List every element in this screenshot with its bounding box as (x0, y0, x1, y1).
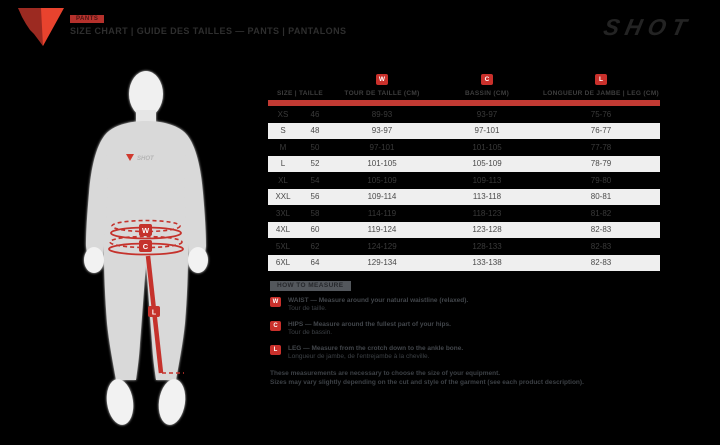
size-cell: M (279, 142, 287, 152)
legend-waist-subtext: Tour de taille. (288, 304, 327, 312)
column-headers (268, 86, 660, 100)
table-row (268, 106, 660, 123)
leg-cell: 79-80 (590, 175, 612, 185)
size-cell: 4XL (275, 225, 291, 235)
col-header-waist: TOUR DE TAILLE (CM) (344, 89, 420, 97)
hips-cell: 128-133 (472, 241, 502, 251)
leg-cell: 75-76 (590, 109, 612, 119)
hips-marker-label: C (142, 242, 149, 251)
hips-cell: 97-101 (474, 126, 500, 136)
eu-size-cell: 54 (310, 175, 320, 185)
size-cell: 3XL (275, 208, 291, 218)
leg-cell: 77-78 (590, 142, 612, 152)
size-cell: XXL (275, 192, 291, 202)
table-row (268, 238, 660, 255)
waist-cell: 124-129 (367, 241, 397, 251)
column-badges (268, 74, 660, 86)
hips-cell: 118-123 (472, 208, 502, 218)
legend-hips-subtext: Tour de bassin. (288, 328, 333, 336)
eu-size-cell: 50 (310, 142, 320, 152)
eu-size-cell: 64 (310, 258, 320, 268)
footnote-1: These measurements are necessary to choose the size of your equipment. (270, 369, 501, 377)
page-title: SIZE CHART | GUIDE DES TAILLES — PANTS | PANTALONS (70, 26, 347, 36)
table-row (268, 172, 660, 189)
table-row (268, 156, 660, 173)
col-header-hips: BASSIN (CM) (464, 89, 510, 97)
legend-leg-subtext: Longueur de jambe, de l'entrejambe à la cheville. (288, 352, 430, 360)
footnotes (270, 369, 660, 387)
size-cell: S (280, 126, 286, 136)
legend-leg-badge: L (270, 345, 281, 355)
leg-cell: 82-83 (590, 241, 612, 251)
col-header-size: SIZE | TAILLE (276, 89, 324, 97)
waist-cell: 109-114 (367, 192, 397, 202)
hips-cell: 133-138 (472, 258, 502, 268)
leg-badge: L (595, 74, 607, 85)
legend-leg-text: LEG — Measure from the crotch down to the ankle bone. (288, 344, 464, 352)
leg-marker-label: L (151, 309, 157, 317)
col-header-leg: LONGUEUR DE JAMBE | LEG (CM) (542, 89, 660, 97)
hips-cell: 109-113 (472, 175, 502, 185)
size-cell: 5XL (275, 241, 291, 251)
waist-cell: 89-93 (371, 109, 393, 119)
waist-marker-label: W (141, 226, 150, 235)
hips-cell: 101-105 (472, 142, 502, 152)
eu-size-cell: 48 (310, 126, 320, 136)
waist-cell: 101-105 (367, 159, 397, 169)
eu-size-cell: 62 (310, 241, 320, 251)
legend-item-hips (270, 321, 660, 337)
size-table-body (268, 106, 660, 271)
eu-size-cell: 52 (310, 159, 320, 169)
table-row (268, 222, 660, 239)
waist-badge: W (376, 74, 388, 85)
size-cell: 6XL (275, 258, 291, 268)
table-row (268, 139, 660, 156)
eu-size-cell: 56 (310, 192, 320, 202)
size-cell: XL (278, 175, 288, 185)
brand-wordmark: SHOT (601, 14, 695, 40)
waist-cell: 93-97 (371, 126, 393, 136)
size-table-panel (268, 74, 660, 387)
legend (268, 274, 660, 387)
legend-hips-badge: C (270, 321, 281, 331)
waist-cell: 129-134 (367, 258, 397, 268)
table-row (268, 189, 660, 206)
hips-cell: 123-128 (472, 225, 502, 235)
waist-cell: 105-109 (367, 175, 397, 185)
legend-hips-text: HIPS — Measure around the fullest part of your hips. (288, 320, 451, 328)
hips-cell: 105-109 (472, 159, 502, 169)
waist-cell: 97-101 (369, 142, 395, 152)
legend-item-leg (270, 345, 660, 361)
eu-size-cell: 58 (310, 208, 320, 218)
legend-waist-text: WAIST — Measure around your natural waistline (relaxed). (288, 296, 469, 304)
leg-cell: 78-79 (590, 159, 612, 169)
size-cell: L (280, 159, 286, 169)
table-row (268, 123, 660, 140)
triangle-facet (18, 8, 43, 46)
how-to-measure-label: HOW TO MEASURE (270, 281, 351, 291)
leg-cell: 76-77 (590, 126, 612, 136)
eu-size-cell: 46 (310, 109, 320, 119)
waist-cell: 119-124 (367, 225, 397, 235)
brand-triangle-icon (16, 4, 66, 48)
leg-cell: 82-83 (590, 258, 612, 268)
waist-cell: 114-119 (367, 208, 397, 218)
eu-size-cell: 60 (310, 225, 320, 235)
footnote-2: Sizes may vary slightly depending on the cut and style of the garment (see each product description). (270, 378, 584, 386)
leg-cell: 81-82 (590, 208, 612, 218)
table-row (268, 255, 660, 272)
chest-logo-text: SHOT (137, 156, 154, 162)
hips-cell: 93-97 (476, 109, 498, 119)
measurement-figure (70, 58, 260, 436)
category-tag: PANTS (70, 15, 104, 23)
header (70, 7, 346, 36)
leg-cell: 82-83 (590, 225, 612, 235)
legend-item-waist (270, 297, 660, 313)
legend-waist-badge: W (270, 297, 281, 307)
hips-badge: C (481, 74, 493, 85)
leg-cell: 80-81 (590, 192, 612, 202)
hips-cell: 113-118 (472, 192, 502, 202)
table-row (268, 205, 660, 222)
size-cell: XS (277, 109, 289, 119)
